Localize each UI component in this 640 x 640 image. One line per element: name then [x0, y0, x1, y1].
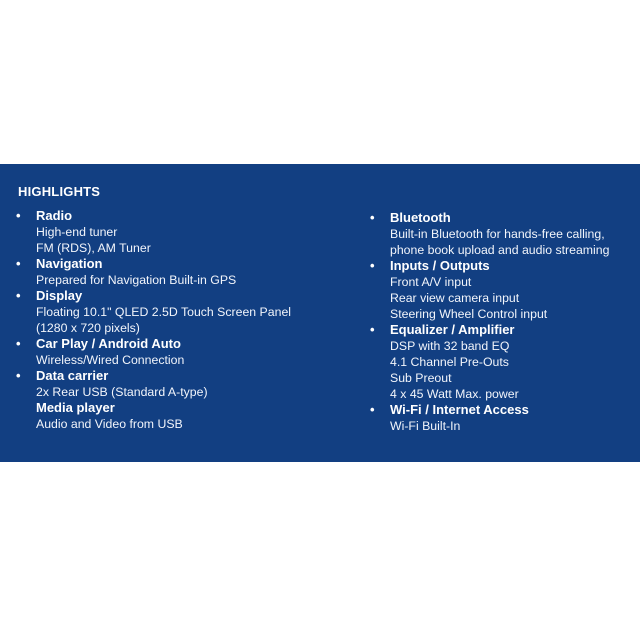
feature-title: Radio	[36, 208, 73, 223]
feature-line: Steering Wheel Control input	[390, 307, 548, 321]
highlights-panel	[0, 164, 640, 462]
feature-line: 4.1 Channel Pre-Outs	[390, 355, 509, 369]
feature-equalizer-amplifier	[368, 322, 609, 402]
feature-line: Rear view camera input	[390, 291, 520, 305]
bullet-icon: •	[16, 336, 21, 351]
feature-line: Floating 10.1" QLED 2.5D Touch Screen Panel	[36, 305, 292, 319]
feature-title: Display	[36, 288, 83, 303]
bullet-icon: •	[16, 256, 21, 271]
feature-title: Wi-Fi / Internet Access	[390, 402, 529, 417]
feature-line: phone book upload and audio streaming	[390, 243, 610, 257]
feature-title: Car Play / Android Auto	[36, 336, 181, 351]
feature-bluetooth	[368, 210, 609, 258]
feature-line: DSP with 32 band EQ	[390, 339, 510, 353]
feature-line: FM (RDS), AM Tuner	[36, 241, 151, 255]
feature-display	[14, 288, 291, 336]
feature-navigation	[14, 256, 291, 288]
feature-line: 4 x 45 Watt Max. power	[390, 387, 519, 401]
feature-line: Wireless/Wired Connection	[36, 353, 185, 367]
feature-data-carrier	[14, 368, 291, 400]
bullet-icon: •	[370, 402, 375, 417]
feature-title: Data carrier	[36, 368, 109, 383]
bullet-icon: •	[16, 288, 21, 303]
feature-line: (1280 x 720 pixels)	[36, 321, 140, 335]
bullet-icon: •	[370, 258, 375, 273]
bullet-icon: •	[370, 322, 375, 337]
feature-inputs-outputs	[368, 258, 609, 322]
feature-media-player	[14, 400, 291, 432]
highlights-left-column	[14, 208, 291, 432]
feature-title: Media player	[36, 400, 115, 415]
highlights-right-column	[368, 210, 609, 434]
feature-line: Wi-Fi Built-In	[390, 419, 461, 433]
feature-line: Sub Preout	[390, 371, 452, 385]
feature-title: Equalizer / Amplifier	[390, 322, 515, 337]
feature-wifi-internet-access	[368, 402, 609, 434]
feature-line: High-end tuner	[36, 225, 118, 239]
feature-line: Front A/V input	[390, 275, 472, 289]
bullet-icon: •	[370, 210, 375, 225]
highlights-heading: HIGHLIGHTS	[18, 184, 101, 199]
feature-line: Audio and Video from USB	[36, 417, 183, 431]
feature-line: Prepared for Navigation Built-in GPS	[36, 273, 237, 287]
feature-carplay-android-auto	[14, 336, 291, 368]
feature-line: Built-in Bluetooth for hands-free calling,	[390, 227, 605, 241]
feature-title: Navigation	[36, 256, 103, 271]
feature-title: Inputs / Outputs	[390, 258, 490, 273]
feature-radio	[14, 208, 291, 256]
feature-title: Bluetooth	[390, 210, 451, 225]
bullet-icon: •	[16, 208, 21, 223]
feature-line: 2x Rear USB (Standard A-type)	[36, 385, 208, 399]
bullet-icon: •	[16, 368, 21, 383]
